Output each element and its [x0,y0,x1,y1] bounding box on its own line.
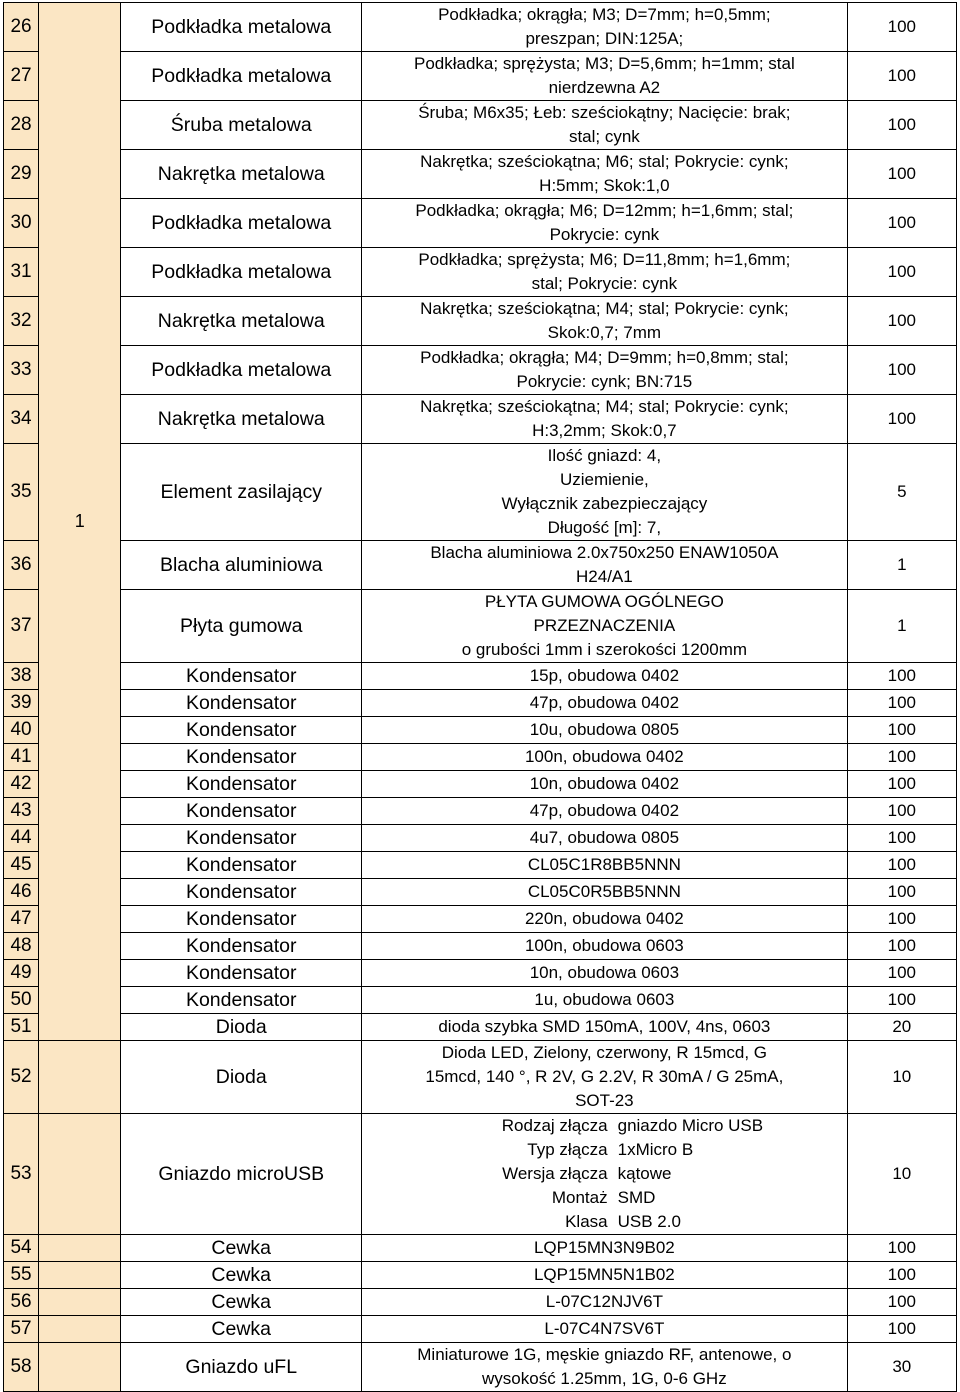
item-description [362,1289,848,1316]
item-quantity: 30 [847,1343,956,1392]
item-description [362,717,848,744]
item-description [362,1114,848,1235]
item-name: Cewka [121,1262,362,1289]
row-number: 31 [4,248,39,297]
item-quantity: 100 [847,248,956,297]
item-name: Podkładka metalowa [121,248,362,297]
item-description [362,933,848,960]
item-quantity: 100 [847,852,956,879]
table-row [4,1316,957,1343]
item-quantity: 100 [847,1235,956,1262]
description-line: Pokrycie: cynk; BN:715 [516,372,693,391]
table-row [4,1114,957,1235]
spec-key: Typ złącza [527,1140,608,1159]
row-number: 50 [4,987,39,1014]
table-row [4,590,957,663]
spec-line [446,1114,764,1138]
row-number: 53 [4,1114,39,1235]
row-number: 43 [4,798,39,825]
item-description [362,960,848,987]
item-quantity: 5 [847,444,956,541]
row-number: 33 [4,346,39,395]
row-number: 39 [4,690,39,717]
item-name: Kondensator [121,717,362,744]
item-name: Płyta gumowa [121,590,362,663]
table-row [4,199,957,248]
table-row [4,879,957,906]
item-description [362,3,848,52]
item-quantity: 100 [847,1262,956,1289]
parts-table-wrapper [3,2,957,1392]
description-line: Długość [m]: 7, [547,518,662,537]
item-description [362,879,848,906]
description-line: Śruba; M6x35; Łeb: sześciokątny; Nacięcie: brak; [418,103,791,122]
table-row [4,1343,957,1392]
item-description [362,52,848,101]
item-description [362,1235,848,1262]
row-number: 52 [4,1041,39,1114]
row-number: 54 [4,1235,39,1262]
spec-value: USB 2.0 [617,1212,681,1231]
table-row [4,663,957,690]
item-name: Podkładka metalowa [121,199,362,248]
item-description [362,199,848,248]
item-name: Nakrętka metalowa [121,297,362,346]
row-number: 27 [4,52,39,101]
item-quantity: 100 [847,101,956,150]
description-line: 10n, obudowa 0402 [529,774,680,793]
item-quantity: 100 [847,906,956,933]
item-quantity: 100 [847,987,956,1014]
item-name: Nakrętka metalowa [121,395,362,444]
group-cell [39,1262,121,1289]
item-quantity: 100 [847,717,956,744]
item-name: Kondensator [121,933,362,960]
item-quantity: 100 [847,690,956,717]
table-row [4,395,957,444]
description-line: o grubości 1mm i szerokości 1200mm [461,640,748,659]
row-number: 57 [4,1316,39,1343]
description-line: preszpan; DIN:125A; [525,29,684,48]
item-description [362,1262,848,1289]
item-name: Kondensator [121,906,362,933]
item-quantity: 10 [847,1114,956,1235]
item-description [362,395,848,444]
item-quantity: 100 [847,346,956,395]
description-line: Podkładka; sprężysta; M6; D=11,8mm; h=1,6mm; [418,250,791,269]
row-number: 28 [4,101,39,150]
item-description [362,852,848,879]
item-description [362,744,848,771]
item-description [362,541,848,590]
item-description [362,771,848,798]
item-name: Dioda [121,1041,362,1114]
description-line: PRZEZNACZENIA [533,616,676,635]
item-description [362,663,848,690]
item-description [362,1343,848,1392]
spec-key: Rodzaj złącza [501,1116,608,1135]
row-number: 35 [4,444,39,541]
row-number: 42 [4,771,39,798]
item-quantity: 100 [847,3,956,52]
row-number: 38 [4,663,39,690]
description-line: Miniaturowe 1G, męskie gniazdo RF, antenowe, o [417,1345,792,1364]
item-description [362,101,848,150]
item-name: Kondensator [121,852,362,879]
item-quantity: 1 [847,541,956,590]
row-number: 48 [4,933,39,960]
description-line: Podkładka; okrągła; M4; D=9mm; h=0,8mm; stal; [420,348,789,367]
spec-value: 1xMicro B [617,1140,694,1159]
spec-line [446,1162,764,1186]
description-line: stal; cynk [568,127,640,146]
table-row [4,541,957,590]
table-row [4,852,957,879]
description-line: H:5mm; Skok:1,0 [539,176,670,195]
description-line: L-07C4N7SV6T [544,1319,665,1338]
item-name: Kondensator [121,987,362,1014]
row-number: 26 [4,3,39,52]
table-row [4,1235,957,1262]
description-line: 100n, obudowa 0402 [524,747,684,766]
table-row [4,1289,957,1316]
parts-table-body [4,3,957,1392]
table-row [4,933,957,960]
description-line: wysokość 1.25mm, 1G, 0-6 GHz [482,1369,727,1388]
description-line: Podkładka; sprężysta; M3; D=5,6mm; h=1mm; stal [413,54,795,73]
item-name: Kondensator [121,879,362,906]
group-cell [39,1114,121,1235]
description-line: Podkładka; okrągła; M6; D=12mm; h=1,6mm; stal; [415,201,794,220]
spec-line [446,1186,764,1210]
description-line: Dioda LED, Zielony, czerwony, R 15mcd, G [441,1043,768,1062]
description-line: L-07C12NJV6T [545,1292,663,1311]
description-line: 15p, obudowa 0402 [529,666,680,685]
item-quantity: 100 [847,663,956,690]
description-line: 10n, obudowa 0603 [529,963,680,982]
description-line: 220n, obudowa 0402 [524,909,684,928]
item-quantity: 100 [847,879,956,906]
item-name: Kondensator [121,744,362,771]
item-name: Cewka [121,1316,362,1343]
item-quantity: 100 [847,297,956,346]
row-number: 40 [4,717,39,744]
item-quantity: 100 [847,1289,956,1316]
item-description [362,346,848,395]
description-line: LQP15MN3N9B02 [533,1238,675,1257]
description-line: 15mcd, 140 °, R 2V, G 2.2V, R 30mA / G 25mA, [425,1067,784,1086]
item-description [362,150,848,199]
item-description [362,1014,848,1041]
table-row [4,150,957,199]
description-line: LQP15MN5N1B02 [533,1265,675,1284]
table-row [4,52,957,101]
description-line: 4u7, obudowa 0805 [529,828,680,847]
parts-table [3,2,957,1392]
description-line: Podkładka; okrągła; M3; D=7mm; h=0,5mm; [438,5,771,24]
item-quantity: 100 [847,1316,956,1343]
item-name: Gniazdo microUSB [121,1114,362,1235]
table-row [4,690,957,717]
item-quantity: 100 [847,52,956,101]
table-row [4,798,957,825]
spec-line [446,1138,764,1162]
item-quantity: 100 [847,744,956,771]
row-number: 29 [4,150,39,199]
item-description [362,248,848,297]
item-name: Podkładka metalowa [121,3,362,52]
row-number: 36 [4,541,39,590]
table-row [4,744,957,771]
item-quantity: 100 [847,825,956,852]
table-row [4,101,957,150]
spec-key: Montaż [551,1188,608,1207]
group-cell [39,1343,121,1392]
spec-value: SMD [617,1188,656,1207]
item-name: Podkładka metalowa [121,52,362,101]
table-row [4,248,957,297]
table-row [4,960,957,987]
item-name: Kondensator [121,663,362,690]
row-number: 55 [4,1262,39,1289]
item-description [362,798,848,825]
table-row [4,346,957,395]
description-line: Nakrętka; sześciokątna; M6; stal; Pokrycie: cynk; [420,152,789,171]
row-number: 44 [4,825,39,852]
description-line: Blacha aluminiowa 2.0x750x250 ENAW1050A [430,543,779,562]
table-row [4,717,957,744]
item-description [362,690,848,717]
description-line: SOT-23 [575,1091,634,1110]
table-row [4,1014,957,1041]
row-number: 49 [4,960,39,987]
description-line: 100n, obudowa 0603 [524,936,684,955]
item-name: Kondensator [121,825,362,852]
description-line: Uziemienie, [559,470,649,489]
item-quantity: 100 [847,798,956,825]
table-row [4,3,957,52]
description-line: CL05C0R5BB5NNN [527,882,681,901]
item-name: Element zasilający [121,444,362,541]
spec-key: Klasa [565,1212,608,1231]
description-line: nierdzewna A2 [548,78,661,97]
row-number: 32 [4,297,39,346]
description-line: Ilość gniazd: 4, [547,446,662,465]
description-line: Pokrycie: cynk [549,225,660,244]
description-line: H24/A1 [576,567,633,586]
item-quantity: 100 [847,960,956,987]
item-description [362,906,848,933]
item-name: Śruba metalowa [121,101,362,150]
description-line: dioda szybka SMD 150mA, 100V, 4ns, 0603 [438,1017,771,1036]
group-cell [39,1041,121,1114]
spec-list [446,1114,764,1234]
item-name: Podkładka metalowa [121,346,362,395]
item-name: Blacha aluminiowa [121,541,362,590]
item-name: Kondensator [121,798,362,825]
item-description [362,987,848,1014]
spec-line [446,1210,764,1234]
item-name: Cewka [121,1289,362,1316]
table-row [4,825,957,852]
row-number: 34 [4,395,39,444]
description-line: 47p, obudowa 0402 [529,801,680,820]
description-line: Nakrętka; sześciokątna; M4; stal; Pokrycie: cynk; [420,397,789,416]
item-name: Gniazdo uFL [121,1343,362,1392]
table-row [4,906,957,933]
spec-key: Wersja złącza [502,1164,608,1183]
item-name: Kondensator [121,690,362,717]
description-line: PŁYTA GUMOWA OGÓLNEGO [484,592,724,611]
item-name: Nakrętka metalowa [121,150,362,199]
table-row [4,444,957,541]
description-line: Nakrętka; sześciokątna; M4; stal; Pokrycie: cynk; [420,299,789,318]
group-cell [39,1289,121,1316]
table-row [4,297,957,346]
item-description [362,1316,848,1343]
item-quantity: 100 [847,395,956,444]
row-number: 46 [4,879,39,906]
item-name: Cewka [121,1235,362,1262]
item-quantity: 1 [847,590,956,663]
table-row [4,771,957,798]
spec-value: gniazdo Micro USB [617,1116,764,1135]
group-cell [39,1316,121,1343]
row-number: 56 [4,1289,39,1316]
table-row [4,987,957,1014]
item-description [362,590,848,663]
row-number: 30 [4,199,39,248]
description-line: stal; Pokrycie: cynk [531,274,678,293]
group-number: 1 [39,3,121,1041]
spec-value: kątowe [617,1164,672,1183]
item-quantity: 100 [847,771,956,798]
description-line: 10u, obudowa 0805 [529,720,680,739]
row-number: 47 [4,906,39,933]
item-name: Kondensator [121,960,362,987]
group-cell [39,1235,121,1262]
description-line: CL05C1R8BB5NNN [527,855,681,874]
item-quantity: 100 [847,150,956,199]
row-number: 41 [4,744,39,771]
description-line: 47p, obudowa 0402 [529,693,680,712]
description-line: H:3,2mm; Skok:0,7 [532,421,677,440]
item-description [362,1041,848,1114]
row-number: 58 [4,1343,39,1392]
description-line: 1u, obudowa 0603 [534,990,675,1009]
table-row [4,1041,957,1114]
description-line: Wyłącznik zabezpieczający [501,494,708,513]
item-description [362,297,848,346]
item-quantity: 10 [847,1041,956,1114]
item-name: Dioda [121,1014,362,1041]
row-number: 37 [4,590,39,663]
table-row [4,1262,957,1289]
item-quantity: 100 [847,199,956,248]
item-quantity: 20 [847,1014,956,1041]
item-quantity: 100 [847,933,956,960]
item-description [362,444,848,541]
description-line: Skok:0,7; 7mm [547,323,662,342]
row-number: 45 [4,852,39,879]
row-number: 51 [4,1014,39,1041]
item-description [362,825,848,852]
item-name: Kondensator [121,771,362,798]
